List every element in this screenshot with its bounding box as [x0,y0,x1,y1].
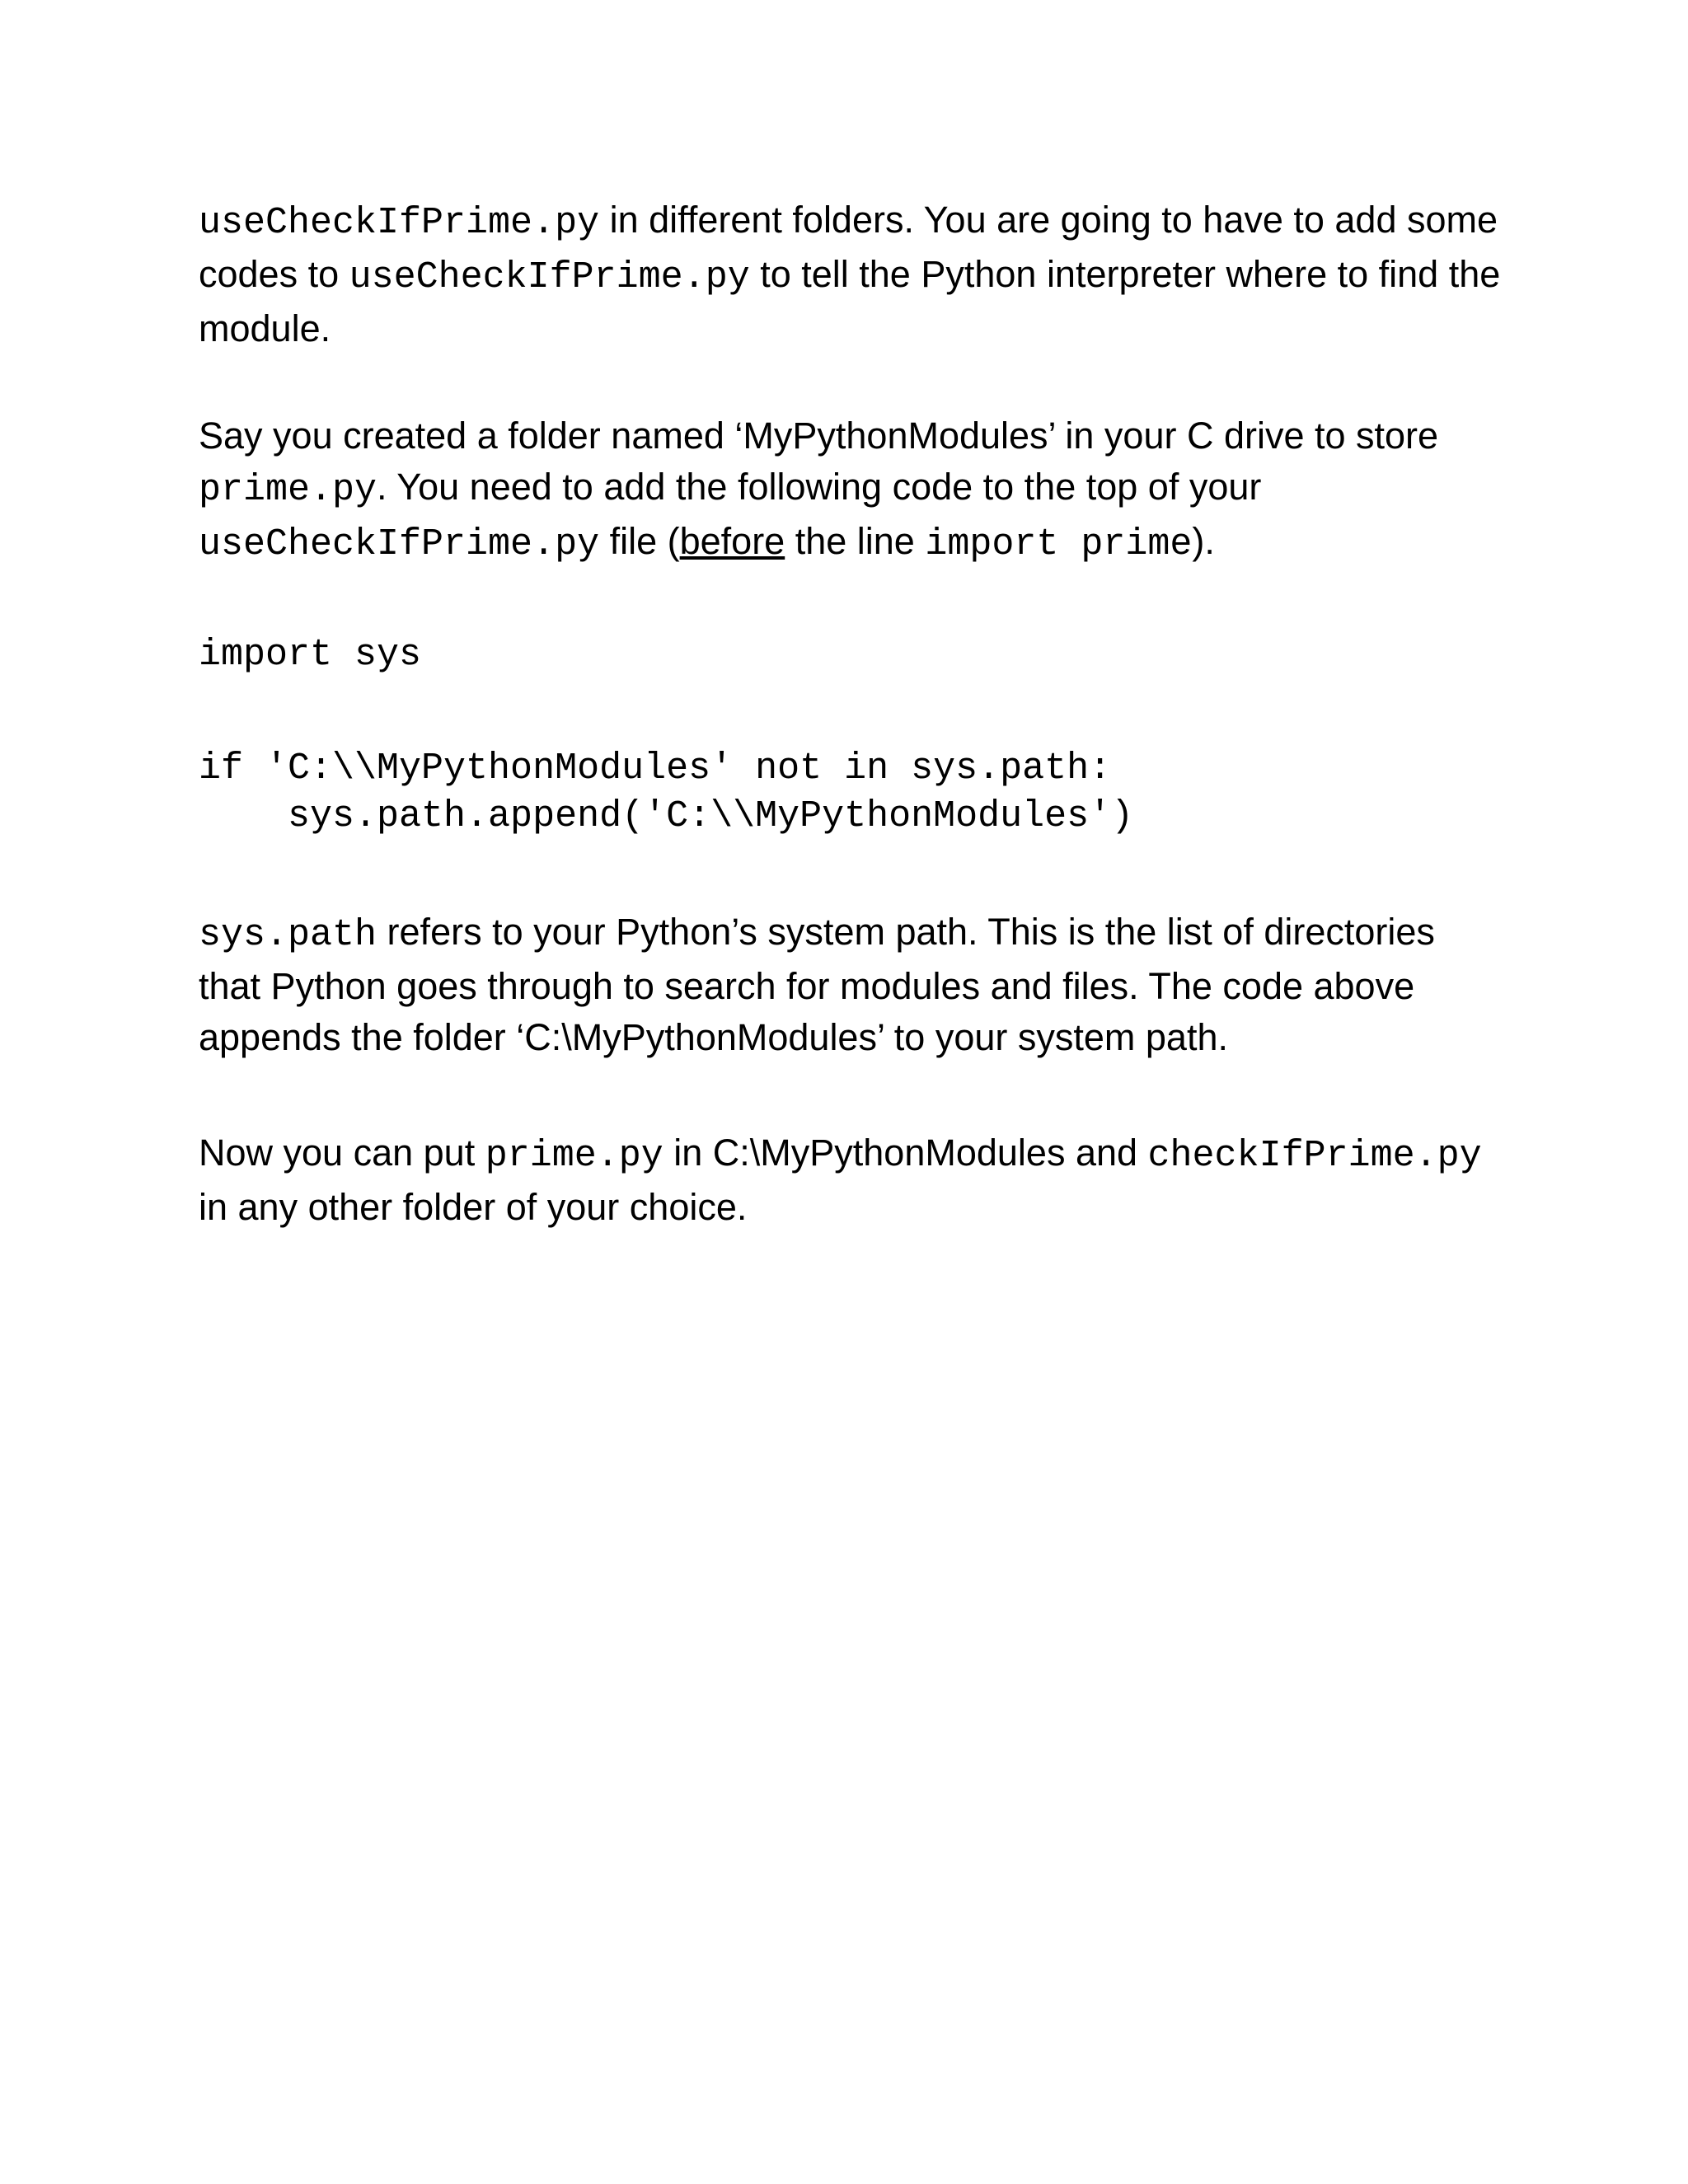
paragraph-create-folder [199,410,1501,570]
paragraph-text: Say you created a folder named ‘MyPythonModules’ in your C drive to store [199,415,1439,457]
inline-code-checkifprime: checkIfPrime.py [1147,1135,1482,1177]
code-block-sys-path-append [199,745,1501,841]
underlined-word-before: before [679,520,785,562]
paragraph-text: file ( [599,520,680,562]
inline-code-sys-path: sys.path [199,914,377,956]
paragraph-text: Now you can put [199,1132,485,1174]
paragraph-sys-path-explanation [199,907,1501,1063]
paragraph-module-location [199,194,1501,354]
code-block-import-sys [199,631,1501,679]
paragraph-now-you-can [199,1127,1501,1233]
paragraph-text: . You need to add the following code to the top of your [377,466,1262,508]
paragraph-text: the line [785,520,926,562]
document-page [199,194,1501,1233]
paragraph-text: refers to your Python’s system path. This is the list of directories that Python goes through to search for modules and files. The code above appends the folder ‘C:\MyPythonModules’ to your system path. [199,911,1435,1058]
code-line: sys.path.append('C:\\MyPythonModules') [199,795,1134,837]
paragraph-text: in different folders. You are going to have to add some codes to [199,199,1498,295]
paragraph-text: in any other folder of your choice. [199,1186,748,1228]
inline-code-usecheckifprime: useCheckIfPrime.py [199,523,600,565]
code-line: if 'C:\\MyPythonModules' not in sys.path: [199,748,1112,790]
inline-code-prime: prime.py [485,1135,663,1177]
inline-code-import-prime: import prime [925,523,1193,565]
inline-code-usecheckifprime: useCheckIfPrime.py [199,202,600,244]
paragraph-text: ). [1192,520,1215,562]
code-line: import sys [199,634,422,676]
paragraph-text: to tell the Python interpreter where to find the module. [199,253,1501,349]
inline-code-usecheckifprime: useCheckIfPrime.py [349,256,750,298]
paragraph-text: in C:\MyPythonModules and [663,1132,1148,1174]
inline-code-prime: prime.py [199,469,377,511]
